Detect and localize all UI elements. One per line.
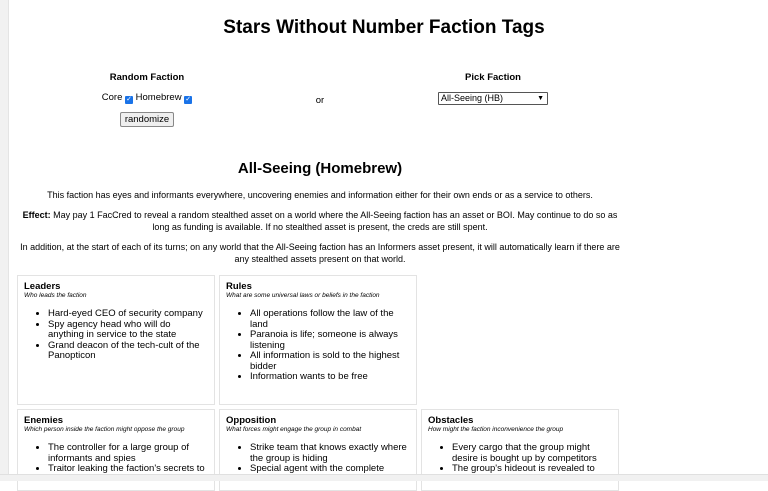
- effect-text: May pay 1 FacCred to reveal a random stealthed asset on a world where the All-Seeing faction has an asset or BOI. May continue to do so as long as funding is available. If no stealthed asset is present, the creds are still spent.: [50, 210, 618, 232]
- faction-description: This faction has eyes and informants everywhere, uncovering enemies and information either for their own ends or as a service to others.: [47, 190, 593, 200]
- randomize-button[interactable]: randomize: [120, 112, 174, 127]
- card-subtitle: What forces might engage the group in combat: [226, 426, 362, 433]
- list-item: • Special agent with the complete: [250, 464, 410, 475]
- card-title: Enemies: [24, 415, 64, 426]
- faction-effect: [17, 209, 623, 233]
- card-title: Obstacles: [428, 415, 474, 426]
- pick-faction-heading: Pick Faction: [465, 72, 521, 83]
- card-title: Rules: [226, 281, 252, 292]
- list-item: • Hard-eyed CEO of security company: [48, 309, 208, 320]
- random-faction-heading: Random Faction: [109, 72, 185, 83]
- card-title: Leaders: [24, 281, 61, 292]
- card-title: Opposition: [226, 415, 277, 426]
- list-item: • The group's hideout is revealed to: [452, 464, 612, 475]
- list-item: • Grand deacon of the tech-cult of the Panopticon: [48, 341, 208, 362]
- core-label: Core: [101, 92, 123, 103]
- effect-label: Effect:: [22, 210, 51, 220]
- faction-name: All-Seeing (Homebrew): [237, 160, 403, 177]
- list-item: • The controller for a large group of informants and spies: [48, 443, 208, 464]
- card-rules: [219, 275, 417, 405]
- list-item: • Traitor leaking the faction's secrets to: [48, 464, 208, 475]
- faction-select-value: All-Seeing (HB): [441, 93, 504, 103]
- list-item: • Strike team that knows exactly where the group is hiding: [250, 443, 410, 464]
- homebrew-checkbox[interactable]: ✓: [185, 96, 192, 103]
- list-item: • Every cargo that the group might desire is bought up by competitors: [452, 443, 612, 464]
- or-text: or: [315, 95, 325, 106]
- list-item: • All information is sold to the highest bidder: [250, 351, 410, 372]
- homebrew-label: Homebrew: [135, 92, 182, 103]
- faction-addition: In addition, at the start of each of its turns; on any world that the All-Seeing faction has an Informers asset present, it will automatically learn if there are any stealthed assets present on that world.: [20, 242, 620, 264]
- card-subtitle: Which person inside the faction might oppose the group: [24, 426, 185, 433]
- page-title: Stars Without Number Faction Tags: [223, 17, 545, 38]
- chevron-down-icon: ▼: [537, 95, 544, 102]
- list-item: • Paranoia is life; someone is always listening: [250, 330, 410, 351]
- list-item: • Information wants to be free: [250, 372, 410, 383]
- page-edge: [0, 0, 9, 480]
- card-subtitle: What are some universal laws or beliefs in the faction: [226, 292, 380, 299]
- pick-faction-section: [413, 72, 573, 105]
- card-subtitle: How might the faction inconvenience the group: [428, 426, 564, 433]
- faction-select[interactable]: [438, 92, 548, 105]
- card-leaders: [17, 275, 215, 405]
- random-faction-section: [67, 72, 227, 127]
- core-checkbox[interactable]: ✓: [126, 96, 132, 103]
- list-item: • All operations follow the law of the land: [250, 309, 410, 330]
- card-subtitle: Who leads the faction: [24, 292, 87, 299]
- list-item: • Spy agency head who will do anything in service to the state: [48, 320, 208, 341]
